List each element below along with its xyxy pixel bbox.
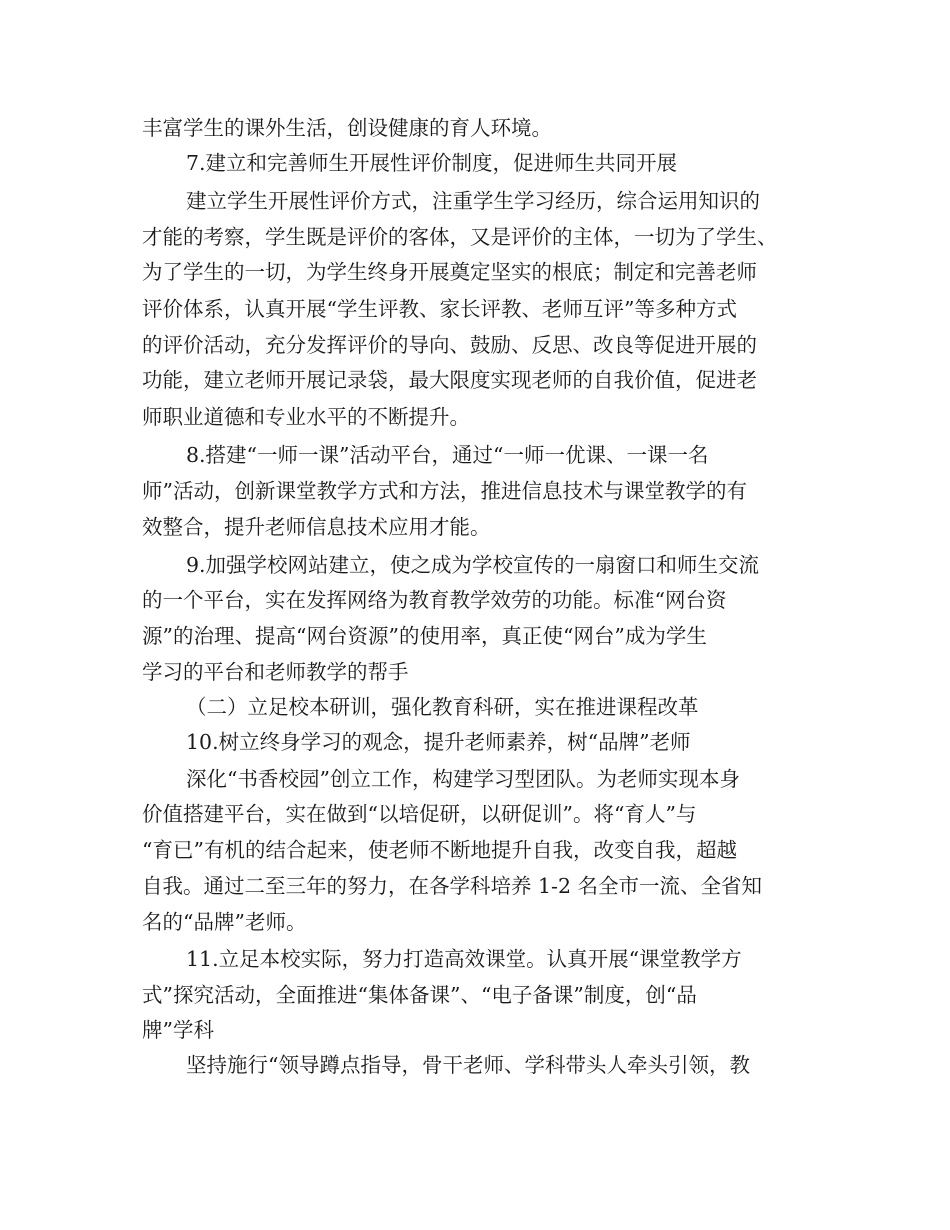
- body-text-line: 丰富学生的课外生活，创设健康的育人环境。: [142, 116, 552, 140]
- body-text-line: 牌”学科: [142, 1018, 214, 1042]
- body-text-line: “育已”有机的结合起来，使老师不断地提升自我，改变自我，超越: [142, 838, 737, 862]
- body-text-line: 深化“书香校园”创立工作，构建学习型团队。为老师实现本身: [186, 767, 740, 791]
- body-text-line: 坚持施行“领导蹲点指导，骨干老师、学科带头人牵头引领，教: [186, 1053, 750, 1077]
- body-text-line: 功能，建立老师开展记录袋，最大限度实现老师的自我价值，促进老: [142, 368, 757, 392]
- section-heading-9: 9.加强学校网站建立，使之成为学校宣传的一扇窗口和师生交流: [186, 553, 760, 577]
- body-text-line: 源”的治理、提高“网台资源”的使用率，真正使“网台”成为学生: [142, 624, 707, 648]
- body-text-line: 建立学生开展性评价方式，注重学生学习经历，综合运用知识的: [186, 189, 760, 213]
- section-heading-10: 10.树立终身学习的观念，提升老师素养，树“品牌”老师: [186, 730, 691, 754]
- body-text-line: 评价体系，认真开展“学生评教、家长评教、老师互评”等多种方式: [142, 297, 737, 321]
- body-text-line: 的评价活动，充分发挥评价的导向、鼓励、反思、改良等促进开展的: [142, 333, 757, 357]
- body-text-line: 价值搭建平台，实在做到“以培促研，以研促训”。将“育人”与: [142, 802, 697, 826]
- body-text-line: 师职业道德和专业水平的不断提升。: [142, 405, 470, 429]
- body-text-line: 式”探究活动，全面推进“集体备课”、“电子备课”制度，创“品: [142, 983, 697, 1007]
- body-text-line: 师”活动，创新课堂教学方式和方法，推进信息技术与课堂教学的有: [142, 479, 747, 503]
- body-text-line: 学习的平台和老师教学的帮手: [142, 660, 409, 684]
- body-text-line: 才能的考察，学生既是评价的客体，又是评价的主体，一切为了学生、: [142, 225, 778, 249]
- body-text-line: 的一个平台，实在发挥网络为教育教学效劳的功能。标准“网台资: [142, 588, 727, 612]
- body-text-line: 效整合，提升老师信息技术应用才能。: [142, 515, 491, 539]
- section-heading-11: 11.立足本校实际，努力打造高效课堂。认真开展“课堂教学方: [186, 947, 742, 971]
- body-text-line: 名的“品牌”老师。: [142, 910, 307, 934]
- body-text-line: 自我。通过二至三年的努力，在各学科培养 1-2 名全市一流、全省知: [142, 874, 763, 898]
- section-heading-8: 8.搭建“一师一课”活动平台，通过“一师一优课、一课一名: [186, 443, 709, 467]
- body-text-line: 为了学生的一切，为学生终身开展奠定坚实的根底；制定和完善老师: [142, 260, 757, 284]
- section-heading-7: 7.建立和完善师生开展性评价制度，促进师生共同开展: [186, 151, 678, 175]
- chapter-heading: （二）立足校本研训，强化教育科研，实在推进课程改革: [186, 695, 699, 719]
